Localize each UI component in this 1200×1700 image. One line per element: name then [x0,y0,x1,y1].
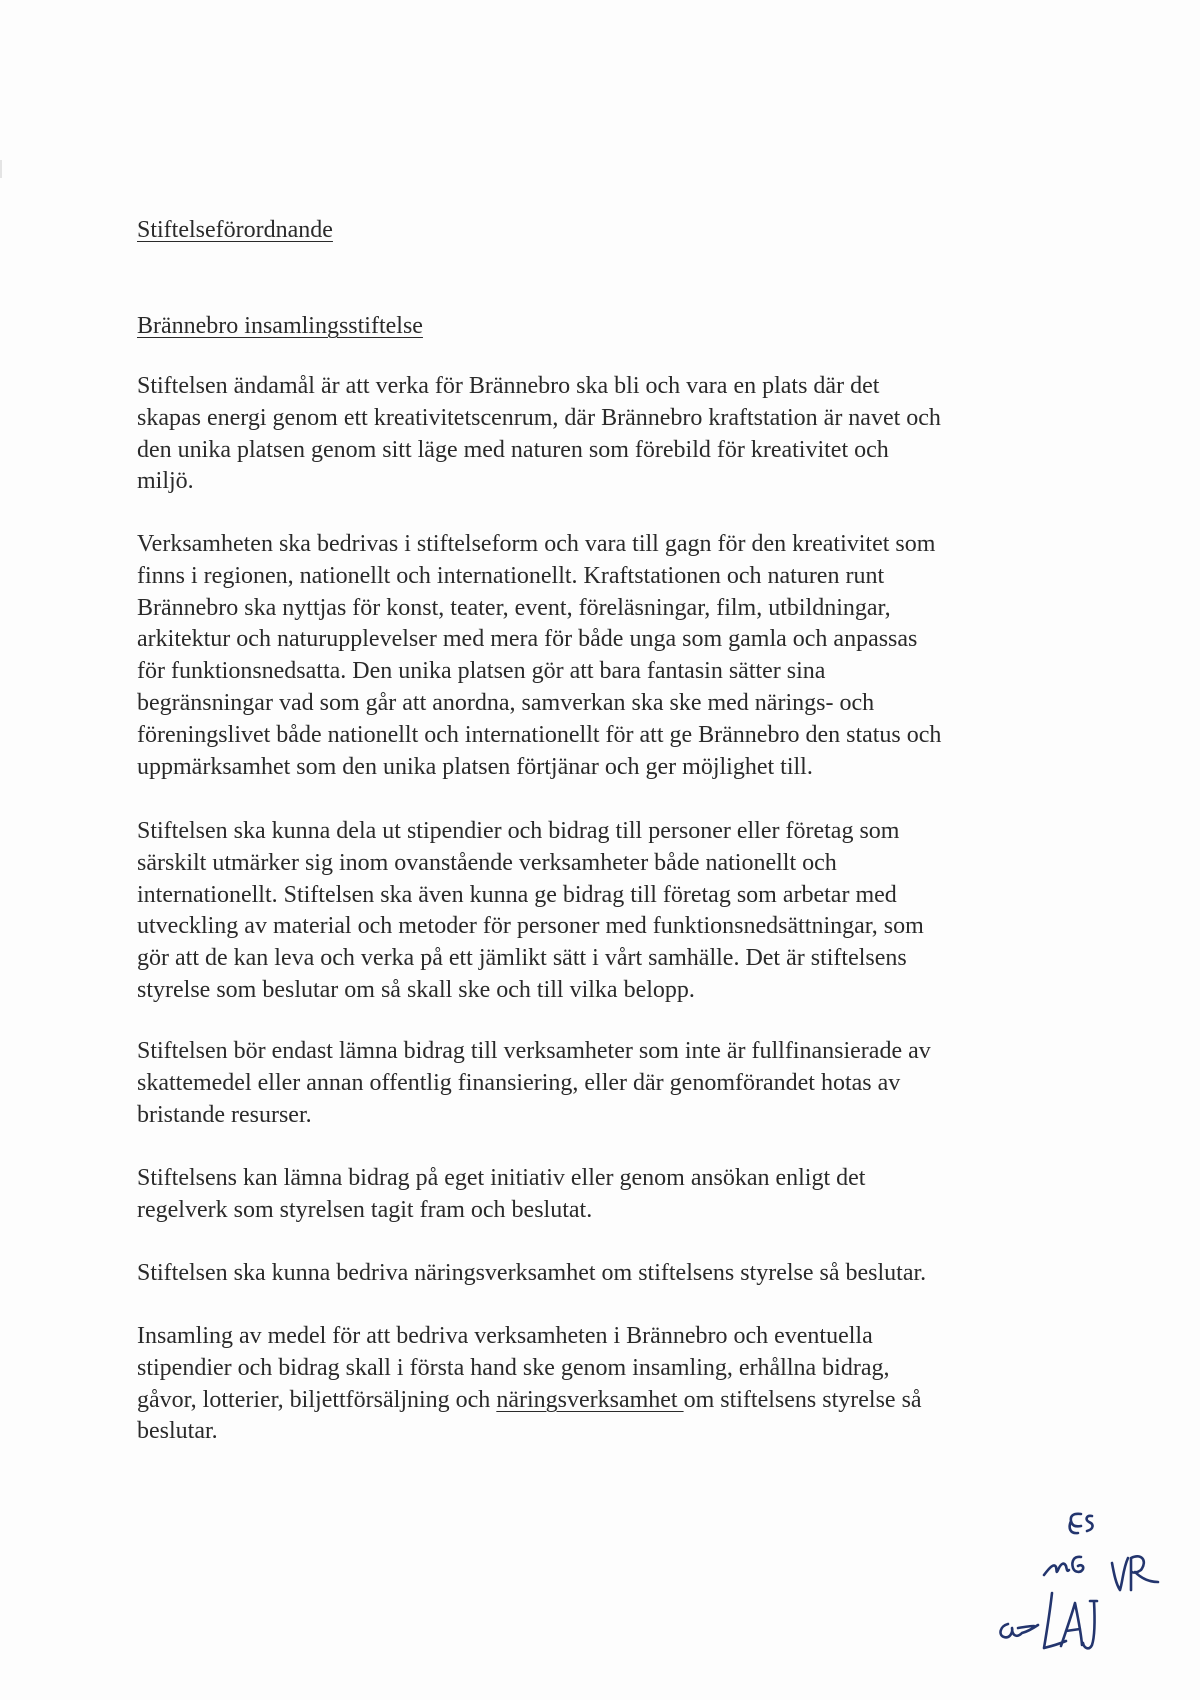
fundraising-text-end: om stiftelsens styrelse så beslutar. [137,1386,922,1445]
paragraph-purpose: Stiftelsen ändamål är att verka för Brännebro ska bli och vara en plats där det skapas energi genom ett kreativitetscenrum, där Brännebro kraftstation är navet och den unika platsen genom sitt läge med naturen som förebild för kreativitet och miljö. [137,373,941,495]
handwritten-initials-signature [960,1500,1180,1670]
initials-laj [1044,1593,1097,1648]
fundraising-text-start: Insamling av medel för att bedriva verksamheten i Brännebro och eventuella stipendier och bidrag skall i första hand ske genom insamling, erhållna bidrag, gåvor, lotterier, biljettförsäljning och [137,1323,890,1413]
scan-edge-mark [0,160,2,178]
foundation-name-heading: Brännebro insamlingsstiftelse [137,313,423,339]
underlined-business-term: näringsverksamhet [496,1386,684,1413]
initials-vr [1112,1556,1158,1590]
initials-es [1070,1514,1093,1533]
paragraph-scholarships: Stiftelsen ska kunna dela ut stipendier och bidrag till personer eller företag som särskilt utmärker sig inom ovanstående verksamheter både nationellt och internationellt. Stiftelsen ska även kunna ge bidrag till företag som arbetar med utveckling av material och metoder för personer med funktionsnedsättningar, som gör att de kan leva och verka på ett jämlikt sätt i vårt samhälle. Det är stiftelsens styrelse som beslutar om så skall ske och till vilka belopp. [137,818,924,1003]
document-title: Stiftelseförordnande [137,217,333,243]
paragraph-business: Stiftelsen ska kunna bedriva näringsverksamhet om stiftelsens styrelse så beslutar. [137,1260,927,1286]
initials-mg [1044,1557,1083,1575]
paragraph-funding-conditions: Stiftelsen bör endast lämna bidrag till verksamheter som inte är fullfinansierade av skattemedel eller annan offentlig finansiering, eller där genomförandet hotas av bristande resurser. [137,1038,931,1128]
paragraph-fundraising [137,1321,1097,1448]
paragraph-grant-initiative: Stiftelsens kan lämna bidrag på eget initiativ eller genom ansökan enligt det regelverk som styrelsen tagit fram och beslutat. [137,1165,866,1223]
initials-flourish [1001,1624,1038,1637]
paragraph-activities: Verksamheten ska bedrivas i stiftelseform och vara till gagn för den kreativitet som finns i regionen, nationellt och internationellt. Kraftstationen och naturen runt Brännebro ska nyttjas för konst, teater, event, föreläsningar, film, utbildningar, arkitektur och naturupplevelser med mera för både unga som gamla och anpassas för funktionsnedsatta. Den unika platsen gör att bara fantasin sätter sina begränsningar vad som går att anordna, samverkan ska ske med närings- och föreningslivet både nationellt och internationellt för att ge Brännebro den status och uppmärksamhet som den unika platsen förtjänar och ger möjlighet till. [137,531,942,780]
